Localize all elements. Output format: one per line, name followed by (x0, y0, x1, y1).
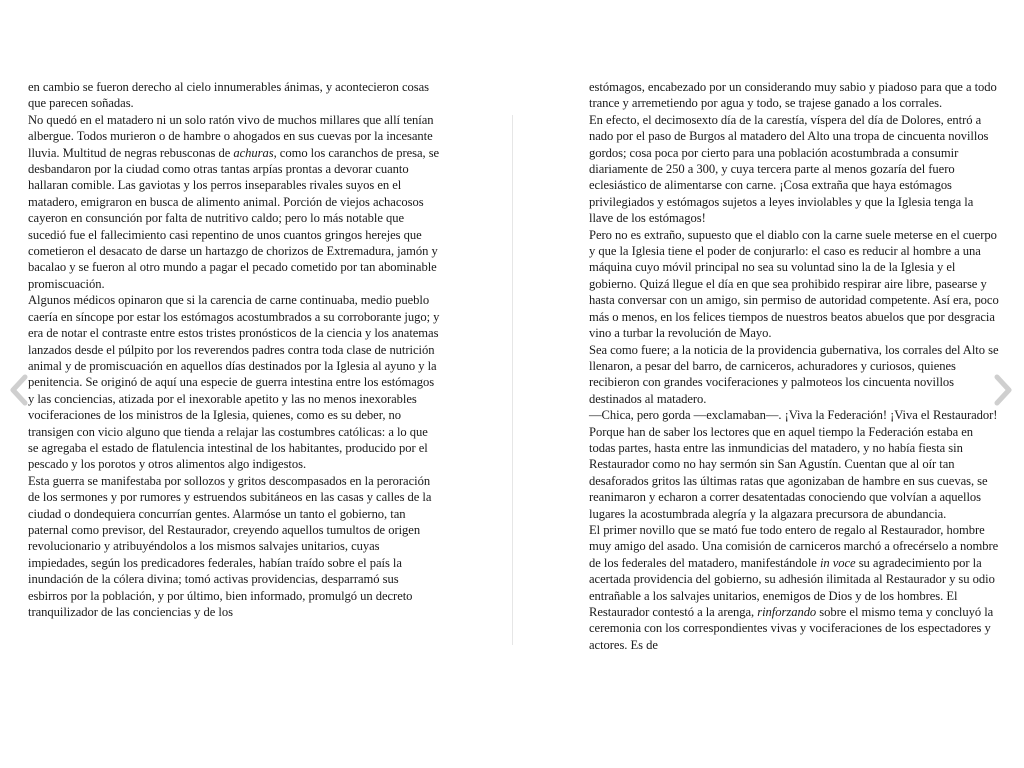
next-page-button[interactable] (990, 372, 1016, 408)
paragraph (589, 79, 999, 112)
paragraph (589, 227, 999, 342)
paragraph (589, 522, 999, 653)
paragraph (28, 112, 440, 292)
paragraph-text: Sea como fuere; a la noticia de la providencia gubernativa, los corrales del Alto se llenaron, a pesar del barro, de carniceros, achuradores y curiosos, quienes recibieron con grandes vociferaciones y palmoteos los cincuenta novillos destinados al matadero. (589, 342, 999, 406)
paragraph-text: , como los caranchos de presa, se desbandaron por la ciudad como otras tantas arpías prontas a devorar cuanto hallaran comible. Las gaviotas y los perros inseparables rivales suyos en el matadero, emigraron en busca de alimento animal. Porción de viejos achacosos cayeron en consunción por falta de nutritivo caldo; pero lo más notable que sucedió fue el fallecimiento casi repentino de unos cuantos gringos herejes que cometieron el desacato de darse un hartazgo de chorizos de Extremadura, jamón y bacalao y se fueron al otro mundo a pagar el pecado cometido por tan abominable promiscuación. (28, 145, 440, 291)
paragraph (589, 407, 999, 522)
paragraph-text: —Chica, pero gorda —exclamaban—. ¡Viva la Federación! ¡Viva el Restaurador! Porque han de saber los lectores que en aquel tiempo la Federación estaba en todas partes, hasta entre las inmundicias del matadero, y no había fiesta sin Restaurador como no hay sermón sin San Agustín. Cuentan que al oír tan desaforados gritos las últimas ratas que agonizaban de hambre en sus cuevas, se reanimaron y echaron a correr desatentadas conociendo que volvían a aquellos lugares la acostumbrada alegría y la algazara precursora de abundancia. (589, 408, 998, 521)
paragraph (28, 292, 440, 472)
italic-term: achuras (233, 145, 274, 160)
paragraph-text: No quedó en el matadero ni un solo ratón vivo de muchos millares que allí tenían albergue. Todos murieron o de hambre o ahogados en sus cuevas por la incesante lluvia. Multitud de negras rebusconas de (28, 112, 434, 160)
paragraph-text: estómagos, encabezado por un considerando muy sabio y piadoso para que a todo trance y arremetiendo por agua y todo, se trajese ganado a los corrales. (589, 80, 997, 111)
paragraph-text: En efecto, el decimosexto día de la carestía, víspera del día de Dolores, entró a nado por el paso de Burgos al matadero del Alto una tropa de cincuenta novillos gordos; cosa poca por cierto para una población acostumbrada a consumir diariamente de 250 a 300, y cuya tercera parte al menos gozaría del fuero eclesiástico de alimentarse con carne. ¡Cosa extraña que haya estómagos privilegiados y estómagos sujetos a leyes inviolables y que la Iglesia tenga la llave de los estómagos! (589, 112, 989, 226)
right-page (589, 79, 999, 653)
paragraph-text: su agradecimiento por la acertada providencia del gobierno, su adhesión ilimitada al Restaurador y su odio entrañable a los salvajes unitarios, enemigos de Dios y de los hombres. El Restaurador contestó a la arenga, (589, 555, 995, 619)
paragraph (589, 112, 999, 227)
paragraph-text: Pero no es extraño, supuesto que el diablo con la carne suele meterse en el cuerpo y que la Iglesia tiene el poder de conjurarlo: el caso es reducir al hombre a una máquina cuyo móvil principal no sea su voluntad sino la de la Iglesia y el gobierno. Quizá llegue el día en que sea prohibido respirar aire libre, pasearse y hasta conversar con un amigo, sin permiso de autoridad competente. Así era, poco más o menos, en los felices tiempos de nuestros beatos abuelos que por desgracia vino a turbar la revolución de Mayo. (589, 227, 999, 341)
page-divider (512, 115, 513, 645)
paragraph-text: sobre el mismo tema y concluyó la ceremonia con los correspondientes vivas y vociferaciones de los espectadores y actores. Es de (589, 605, 994, 652)
paragraph-text: Esta guerra se manifestaba por sollozos y gritos descompasados en la peroración de los sermones y por rumores y estruendos subitáneos en las casas y calles de la ciudad o dondequiera concurrían gentes. Alarmóse un tanto el gobierno, tan paternal como previsor, del Restaurador, creyendo aquellos tumultos de origen revolucionario y atribuyéndolos a los mismos salvajes unitarios, cuyas impiedades, según los predicadores federales, habían traído sobre el país la inundación de la cólera divina; tomó activas providencias, desparramó sus esbirros por la población, y por último, bien informado, promulgó un decreto tranquilizador de las conciencias y de los (28, 473, 432, 619)
italic-term: rinforzando (757, 605, 817, 619)
paragraph (28, 473, 440, 621)
paragraph-text: Algunos médicos opinaron que si la carencia de carne continuaba, medio pueblo caería en síncope por estar los estómagos acostumbrados a su corroborante jugo; y era de notar el contraste entre estos tristes pronósticos de la ciencia y los anatemas lanzados desde el púlpito por los reverendos padres contra toda clase de nutrición animal y de promiscuación en aquellos días destinados por la Iglesia al ayuno y la penitencia. Se originó de aquí una especie de guerra intestina entre los estómagos y las conciencias, atizada por el inexorable apetito y las no menos inexorables vociferaciones de los ministros de la Iglesia, quienes, como es su deber, no transigen con vicio alguno que tienda a relajar las costumbres católicas: a lo que se agregaba el estado de flatulencia intestinal de los habitantes, producido por el pescado y los porotos y otros alimentos algo indigestos. (28, 293, 440, 472)
paragraph-text: El primer novillo que se mató fue todo entero de regalo al Restaurador, hombre muy amigo del asado. Una comisión de carniceros marchó a ofrecérselo a nombre de los federales del matadero, manifestándole (589, 522, 999, 570)
chevron-right-icon (990, 372, 1016, 408)
paragraph (589, 342, 999, 408)
italic-term: in voce (819, 555, 856, 570)
paragraph (28, 79, 440, 112)
paragraph-text: en cambio se fueron derecho al cielo innumerables ánimas, y acontecieron cosas que parecen soñadas. (28, 80, 430, 111)
left-page (28, 79, 440, 620)
